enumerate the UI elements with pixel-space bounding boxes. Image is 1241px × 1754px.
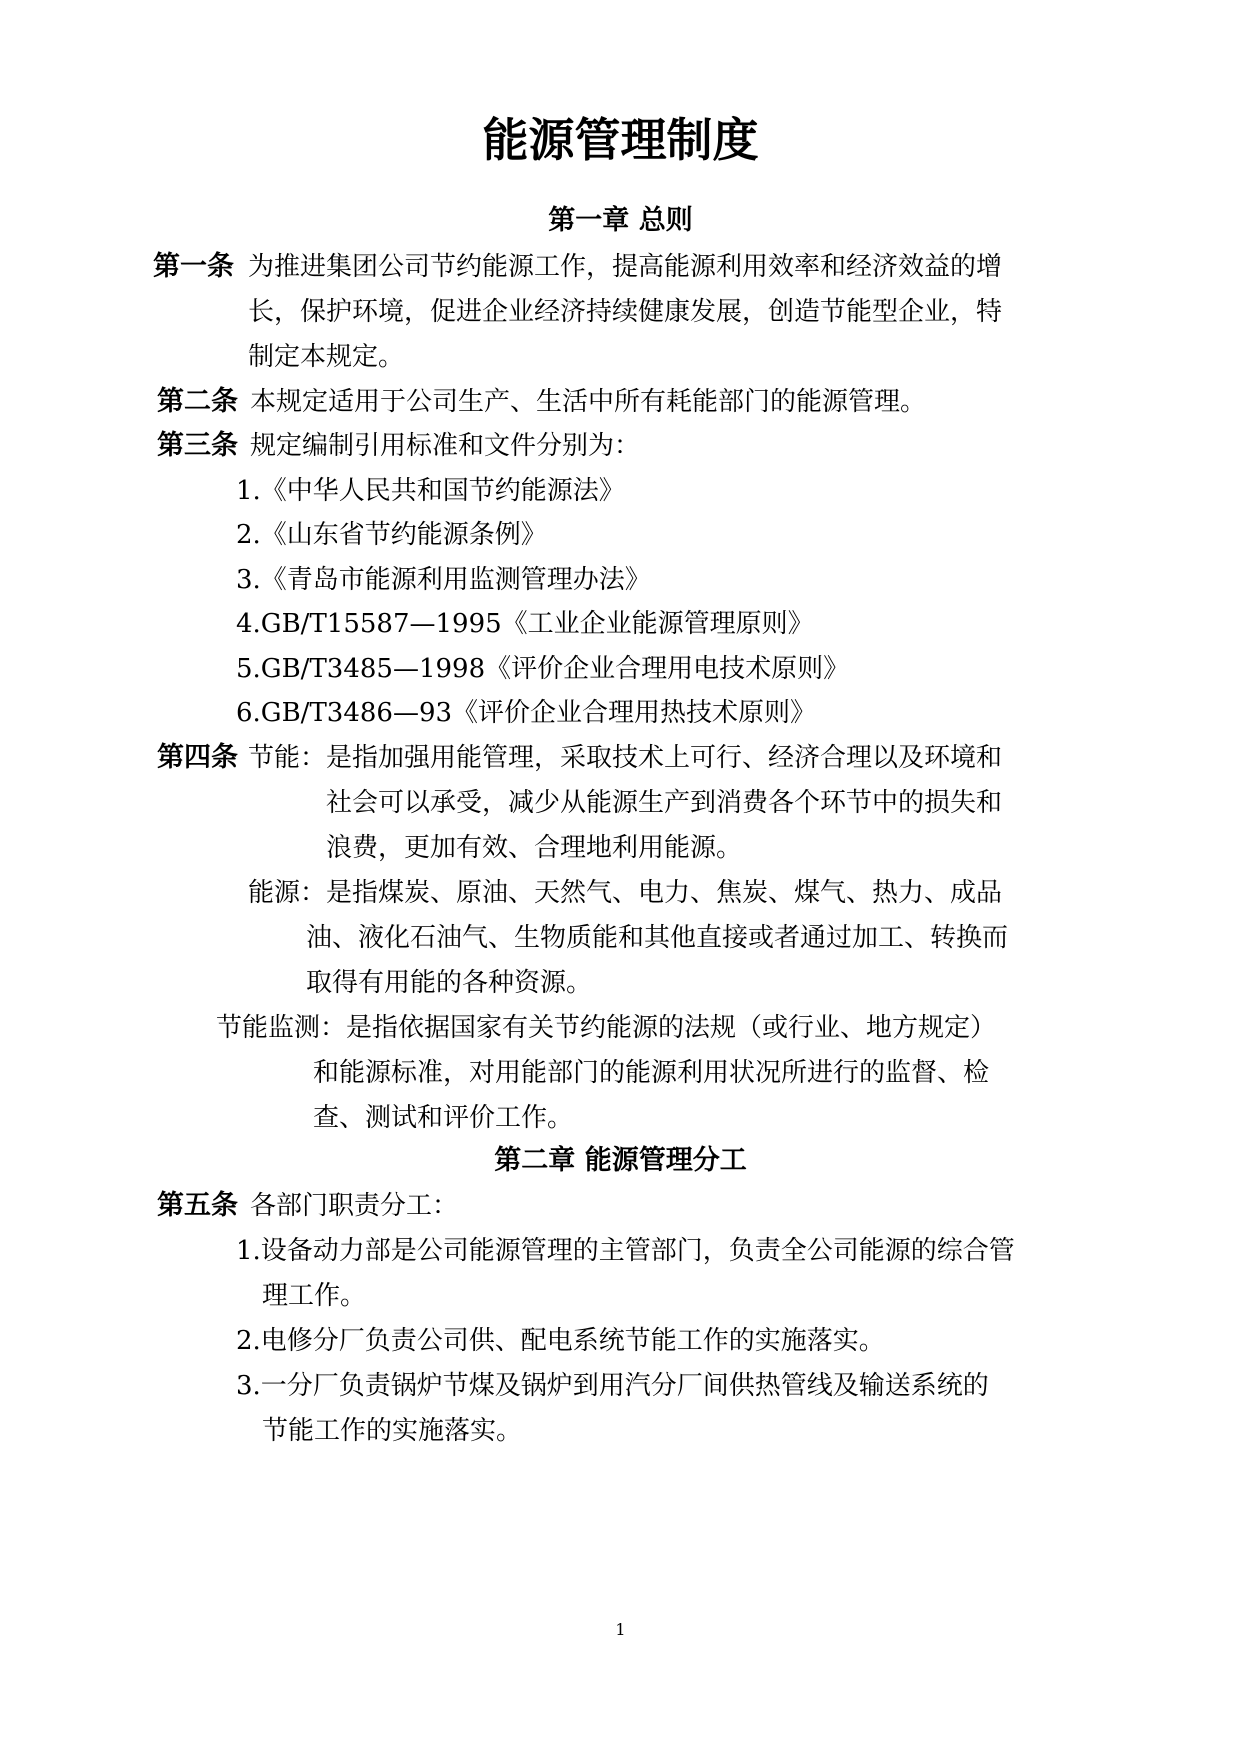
article-2-text: 本规定适用于公司生产、生活中所有耗能部门的能源管理。	[250, 387, 927, 417]
article-1-line: 长，保护环境，促进企业经济持续健康发展，创造节能型企业，特	[248, 297, 1003, 327]
duty-item: 2.电修分厂负责公司供、配电系统节能工作的实施落实。	[236, 1326, 885, 1356]
definition-line: 社会可以承受，减少从能源生产到消费各个环节中的损失和	[326, 788, 1003, 818]
article-1-line: 为推进集团公司节约能源工作，提高能源利用效率和经济效益的增	[248, 252, 1003, 282]
article-5-label: 第五条	[157, 1190, 238, 1221]
reference-item: 1.《中华人民共和国节约能源法》	[236, 476, 625, 506]
definition-line: 油、液化石油气、生物质能和其他直接或者通过加工、转换而	[306, 923, 1009, 953]
reference-item: 5.GB/T3485—1998《评价企业合理用电技术原则》	[236, 654, 850, 684]
article-3-label: 第三条	[157, 430, 238, 461]
duty-item: 3.一分厂负责锅炉节煤及锅炉到用汽分厂间供热管线及输送系统的	[236, 1371, 989, 1401]
definition-line: 浪费，更加有效、合理地利用能源。	[326, 833, 743, 863]
article-4-label: 第四条	[157, 742, 238, 773]
definition-line: 查、测试和评价工作。	[313, 1103, 574, 1133]
definition-line: 和能源标准，对用能部门的能源利用状况所进行的监督、检	[313, 1058, 990, 1088]
chapter-heading-2: 第二章 能源管理分工	[494, 1145, 747, 1176]
article-3-text: 规定编制引用标准和文件分别为：	[250, 431, 641, 461]
article-1-line: 制定本规定。	[248, 342, 405, 372]
definition-line: 节能监测：是指依据国家有关节约能源的法规（或行业、地方规定）	[216, 1013, 997, 1043]
page-number: 1	[615, 1620, 626, 1639]
document-title: 能源管理制度	[482, 113, 759, 167]
duty-item: 节能工作的实施落实。	[262, 1416, 523, 1446]
article-2-label: 第二条	[157, 386, 238, 417]
duty-item: 1.设备动力部是公司能源管理的主管部门，负责全公司能源的综合管	[236, 1236, 1015, 1266]
article-1-label: 第一条	[153, 251, 234, 282]
duty-item: 理工作。	[262, 1281, 367, 1311]
reference-item: 4.GB/T15587—1995《工业企业能源管理原则》	[236, 609, 814, 639]
definition-line: 节能：是指加强用能管理，采取技术上可行、经济合理以及环境和	[248, 743, 1003, 773]
definition-line: 能源：是指煤炭、原油、天然气、电力、焦炭、煤气、热力、成品	[248, 878, 1003, 908]
chapter-heading-1: 第一章 总则	[548, 205, 693, 236]
article-5-text: 各部门职责分工：	[250, 1191, 459, 1221]
reference-item: 2.《山东省节约能源条例》	[236, 520, 547, 550]
definition-line: 取得有用能的各种资源。	[306, 968, 593, 998]
reference-item: 6.GB/T3486—93《评价企业合理用热技术原则》	[236, 698, 817, 728]
reference-item: 3.《青岛市能源利用监测管理办法》	[236, 565, 651, 595]
